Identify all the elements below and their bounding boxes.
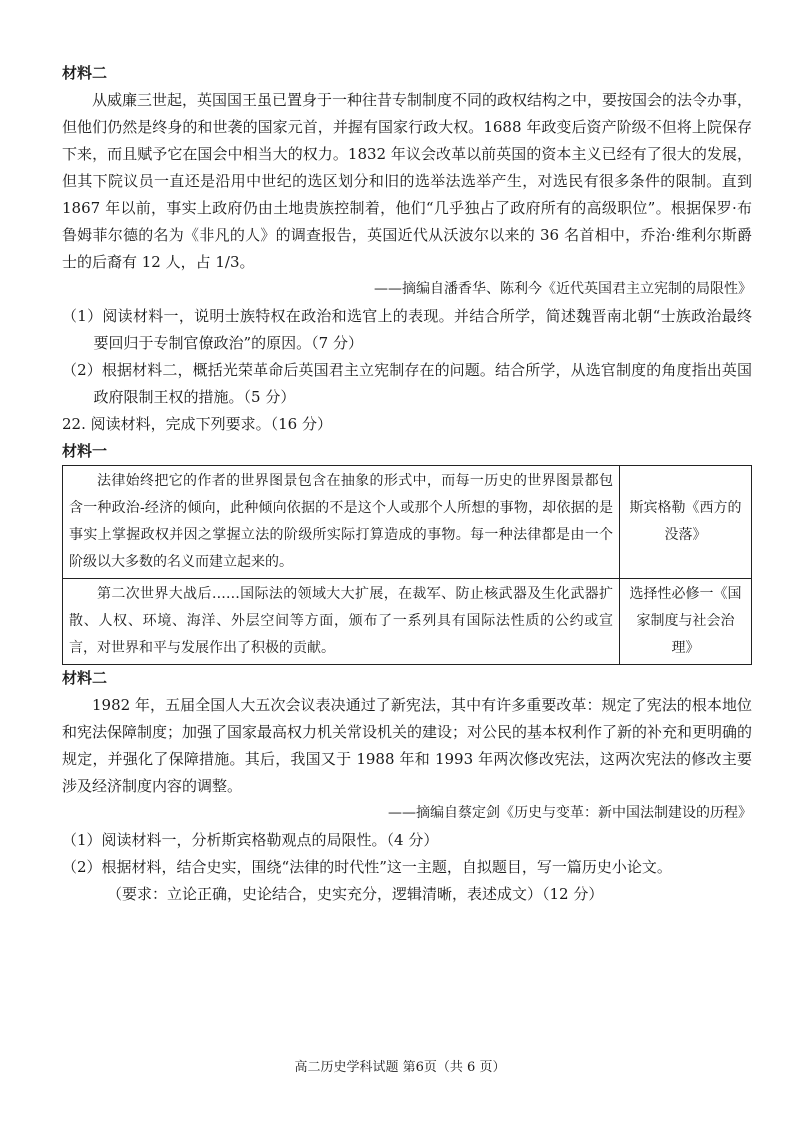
table-cell-text: 法律始终把它的作者的世界图景包含在抽象的形式中，而每一历史的世界图景都包含一种政治-经济的倾向，此种倾向依据的不是这个人或那个人所想的事物，却依据的是事实上掌握政权并因之掌握立法的阶级所实际打算造成的事物。每一种法律都是由一个阶级以大多数的名义而建立起来的。 bbox=[63, 466, 620, 579]
q22-material1-heading: 材料一 bbox=[62, 442, 108, 460]
q22-sub2: （2）根据材料，结合史实，围绕“法律的时代性”这一主题，自拟题目，写一篇历史小论文。 bbox=[62, 858, 672, 876]
exam-page bbox=[62, 60, 752, 908]
q22-material1-table bbox=[62, 465, 752, 665]
material2-paragraph: 从威廉三世起，英国国王虽已置身于一种往昔专制制度不同的政权结构之中，要按国会的法令办事，但他们仍然是终身的和世袭的国家元首，并握有国家行政大权。1688 年政变后资产阶级不但将上院保存下来，而且赋予它在国会中相当大的权力。1832 年议会改革以前英国的资本主义已经有了很大的发展，但其下院议员一直还是沿用中世纪的选区划分和旧的选举法选举产生，对选民有很多条件的限制。直到 1867 年以前，事实上政府仍由土地贵族控制着，他们“几乎独占了政府所有的高级职位”。根据保罗·布鲁姆菲尔德的名为《非凡的人》的调查报告，英国近代从沃波尔以来的 36 名首相中，乔治·维利尔斯爵士的后裔有 12 人，占 1/3。 bbox=[62, 91, 753, 271]
q22-sub1: （1）阅读材料一，分析斯宾格勒观点的局限性。（4 分） bbox=[62, 831, 439, 849]
q21-sub1: （1）阅读材料一，说明士族特权在政治和选官上的表现。并结合所学，简述魏晋南北朝“士族政治最终要回归于专制官僚政治”的原因。（7 分） bbox=[62, 307, 752, 352]
table-cell-text: 第二次世界大战后……国际法的领域大大扩展，在裁军、防止核武器及生化武器扩散、人权、环境、海洋、外层空间等方面，颁布了一系列具有国际法性质的公约或宣言，对世界和平与发展作出了积极的贡献。 bbox=[63, 579, 620, 665]
table-row bbox=[63, 466, 752, 579]
page-footer: 高二历史学科试题 第6页（共 6 页） bbox=[294, 1060, 506, 1075]
table-cell-cite: 斯宾格勒《西方的没落》 bbox=[620, 466, 752, 579]
q21-sub2: （2）根据材料二，概括光荣革命后英国君主立宪制存在的问题。结合所学，从选官制度的角度指出英国政府限制王权的措施。（5 分） bbox=[62, 361, 752, 406]
q22-material2-paragraph: 1982 年，五届全国人大五次会议表决通过了新宪法，其中有许多重要改革：规定了宪法的根本地位和宪法保障制度；加强了国家最高权力机关常设机关的建设；对公民的基本权利作了新的补充和更明确的规定，并强化了保障措施。其后，我国又于 1988 年和 1993 年两次修改宪法，这两次宪法的修改主要涉及经济制度内容的调整。 bbox=[62, 696, 753, 795]
material2-heading: 材料二 bbox=[62, 64, 108, 82]
table-row bbox=[63, 579, 752, 665]
table-cell-cite: 选择性必修一《国家制度与社会治理》 bbox=[620, 579, 752, 665]
q22-requirement: （要求：立论正确，史论结合，史实充分，逻辑清晰，表述成文）（12 分） bbox=[107, 885, 604, 903]
q22-material2-source: ——摘编自蔡定剑《历史与变革：新中国法制建设的历程》 bbox=[388, 805, 752, 821]
q22-material2-heading: 材料二 bbox=[62, 669, 108, 687]
q22-title: 22. 阅读材料，完成下列要求。（16 分） bbox=[62, 415, 332, 433]
material2-source: ——摘编自潘香华、陈利今《近代英国君主立宪制的局限性》 bbox=[374, 281, 752, 297]
